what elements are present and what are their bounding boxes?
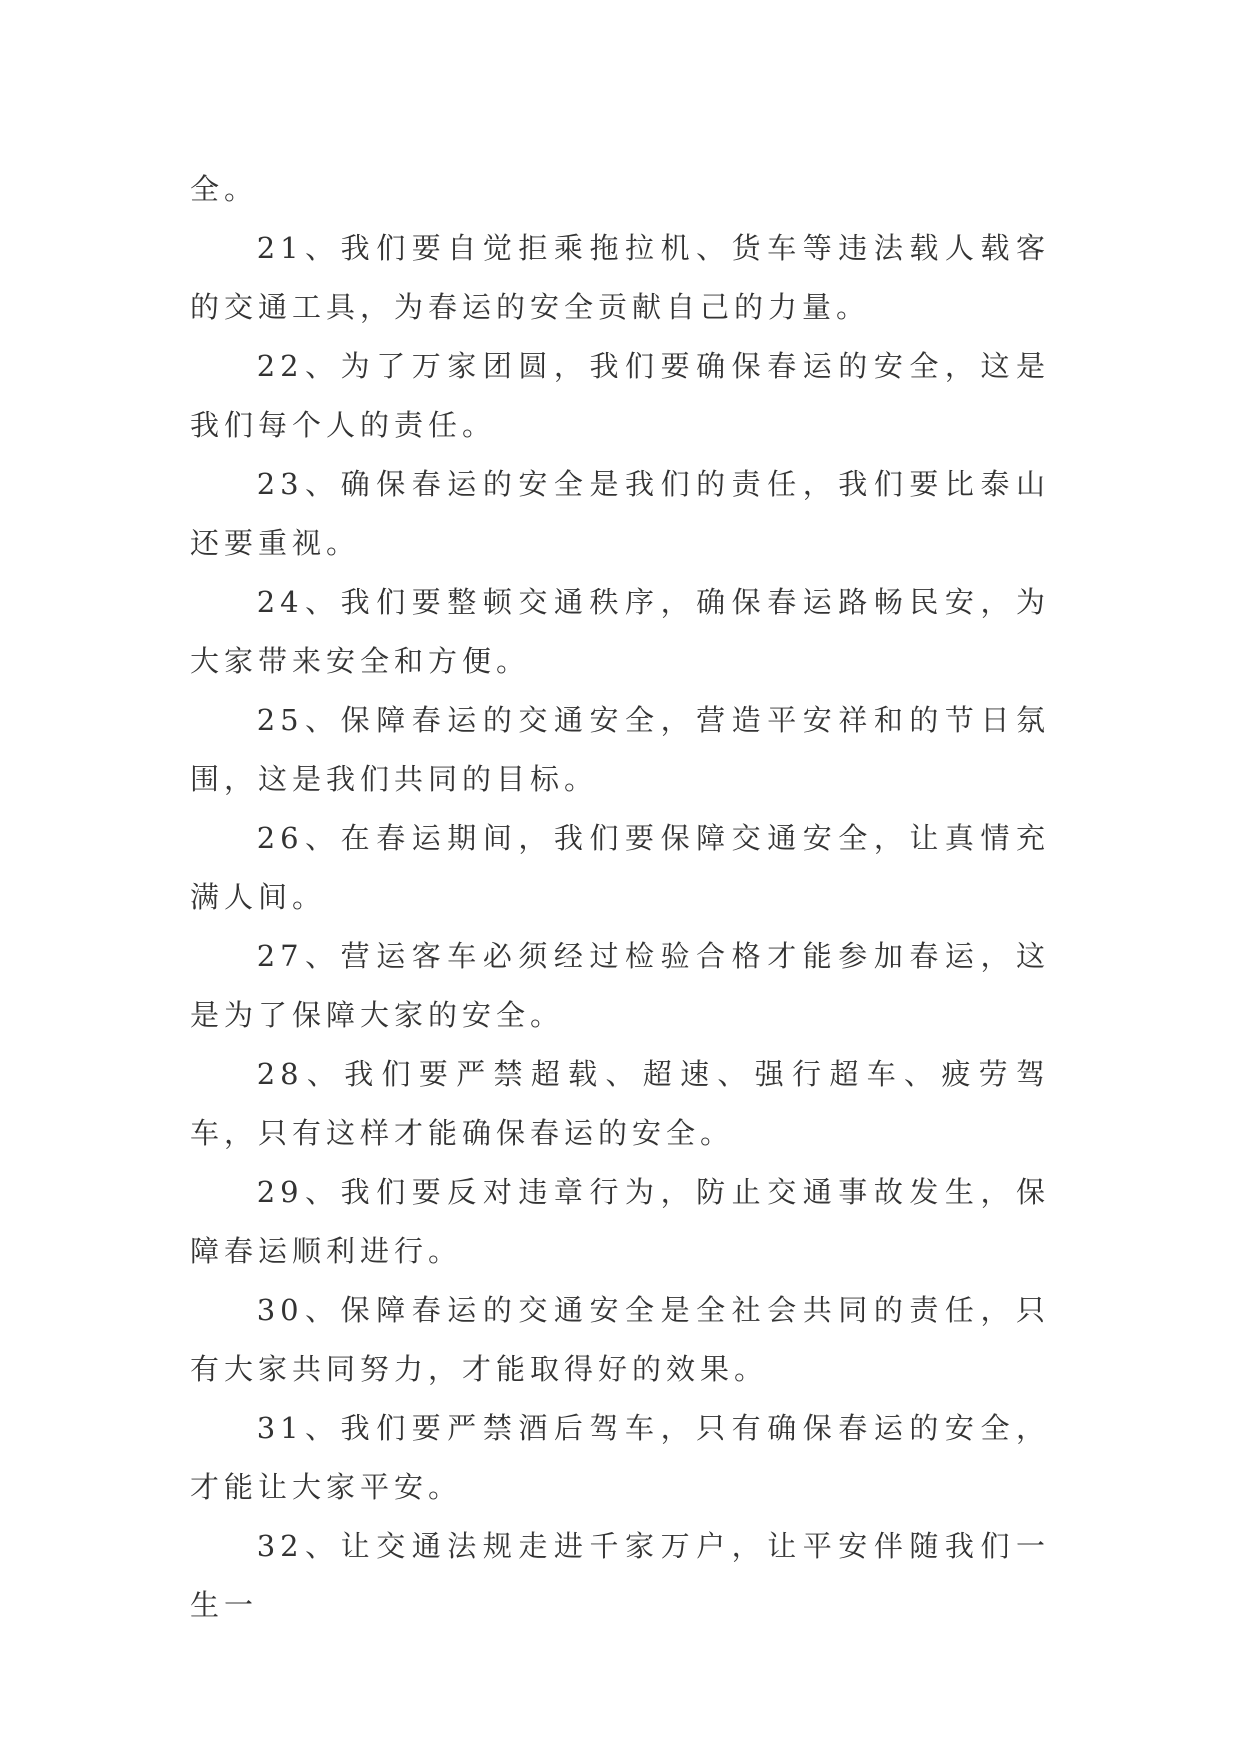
paragraph-28: 28、我们要严禁超载、超速、强行超车、疲劳驾车，只有这样才能确保春运的安全。: [190, 1057, 1050, 1150]
paragraph-21: 21、我们要自觉拒乘拖拉机、货车等违法载人载客的交通工具，为春运的安全贡献自己的力量。: [190, 231, 1050, 324]
document-body: [190, 160, 1050, 1635]
paragraph-23: 23、确保春运的安全是我们的责任，我们要比泰山还要重视。: [190, 467, 1050, 560]
paragraph-continuation: 全。: [190, 172, 259, 206]
paragraph-32: 32、让交通法规走进千家万户，让平安伴随我们一生一: [190, 1529, 1050, 1622]
paragraph-30: 30、保障春运的交通安全是全社会共同的责任，只有大家共同努力，才能取得好的效果。: [190, 1293, 1050, 1386]
paragraph-24: 24、我们要整顿交通秩序，确保春运路畅民安，为大家带来安全和方便。: [190, 585, 1050, 678]
paragraph-22: 22、为了万家团圆，我们要确保春运的安全，这是我们每个人的责任。: [190, 349, 1050, 442]
paragraph-25: 25、保障春运的交通安全，营造平安祥和的节日氛围，这是我们共同的目标。: [190, 703, 1050, 796]
paragraph-31: 31、我们要严禁酒后驾车，只有确保春运的安全，才能让大家平安。: [190, 1411, 1050, 1504]
paragraph-27: 27、营运客车必须经过检验合格才能参加春运，这是为了保障大家的安全。: [190, 939, 1050, 1032]
paragraph-29: 29、我们要反对违章行为，防止交通事故发生，保障春运顺利进行。: [190, 1175, 1050, 1268]
paragraph-26: 26、在春运期间，我们要保障交通安全，让真情充满人间。: [190, 821, 1050, 914]
